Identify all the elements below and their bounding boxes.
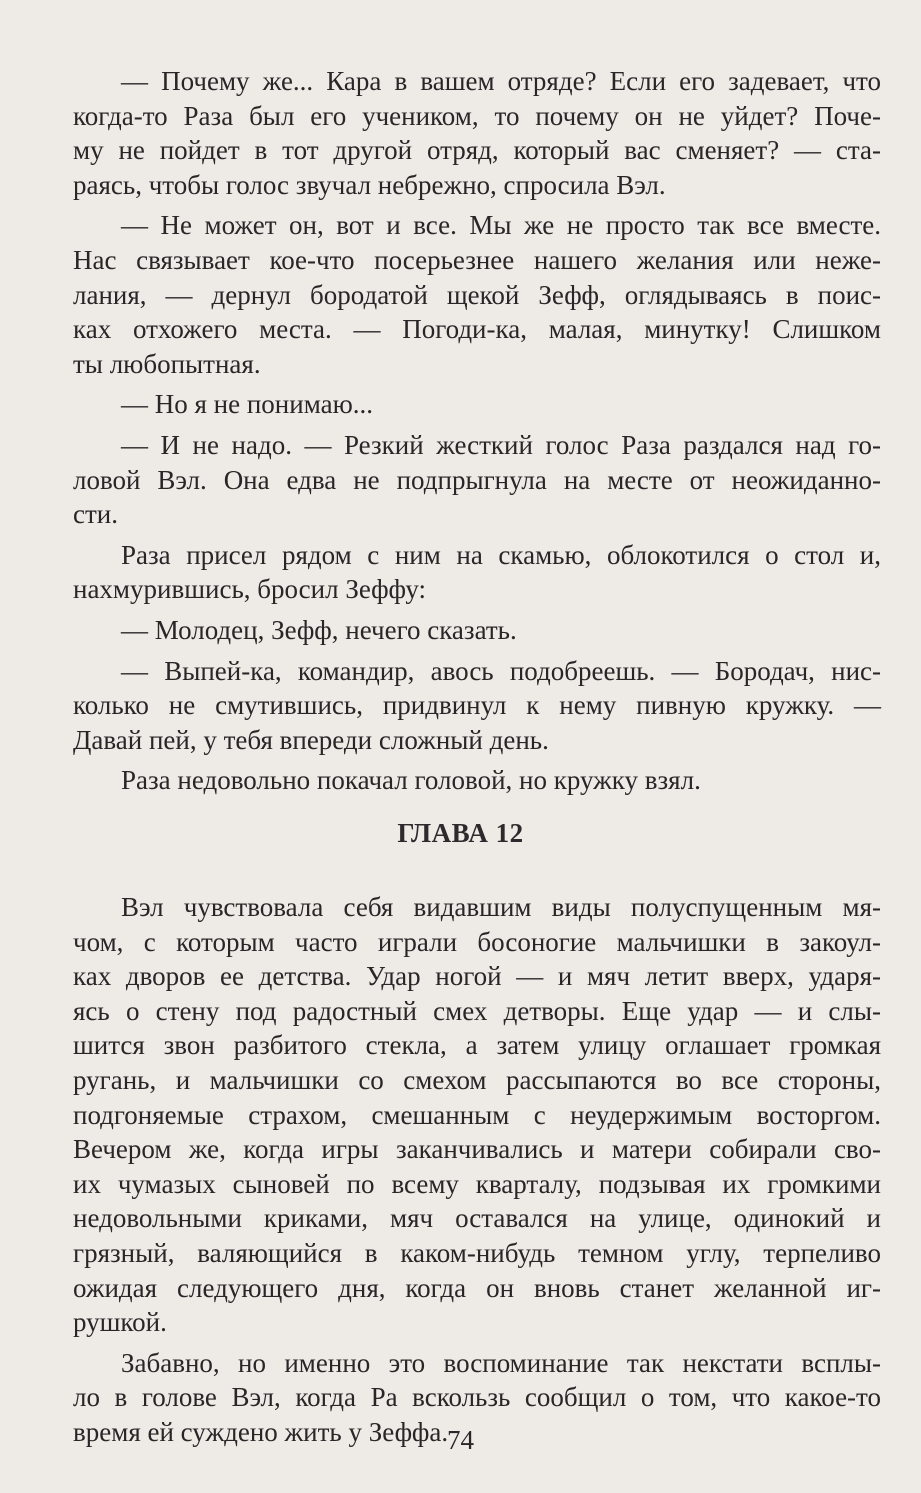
text-line: — Но я не понимаю...	[121, 389, 374, 420]
text-line: ловой Вэл. Она едва не подпрыгнула на месте от неожиданно-	[73, 464, 881, 495]
text-line: ты любопытная.	[73, 348, 261, 379]
text-line: ло в голове Вэл, когда Ра вскользь сообщил о том, что какое-то	[73, 1382, 881, 1413]
text-line: рушкой.	[73, 1307, 167, 1338]
chapter-title: ГЛАВА 12	[397, 818, 524, 848]
text-line: ках отхожего места. — Погоди-ка, малая, минутку! Слишком	[73, 314, 881, 345]
text-line: — Молодец, Зефф, нечего сказать.	[121, 614, 517, 645]
text-line: ругань, и мальчишки со смехом рассыпаются во все стороны,	[73, 1064, 881, 1095]
text-line: Забавно, но именно это воспоминание так некстати всплы-	[121, 1347, 881, 1378]
text-line: ожидая следующего дня, когда он вновь станет желанной иг-	[73, 1272, 881, 1303]
text-line: когда-то Раза был его учеником, то почему он не уйдет? Поче-	[73, 100, 881, 131]
text-line: — Не может он, вот и все. Мы же не просто так все вместе.	[121, 210, 881, 241]
text-line: сти.	[73, 499, 118, 530]
text-line: нахмурившись, бросил Зеффу:	[73, 574, 426, 605]
text-line: грязный, валяющийся в каком-нибудь темном углу, терпеливо	[73, 1237, 881, 1268]
text-line: лания, — дернул бородатой щекой Зефф, оглядываясь в поис-	[73, 279, 881, 310]
text-line: Раза присел рядом с ним на скамью, облокотился о стол и,	[121, 539, 881, 570]
text-line: раясь, чтобы голос звучал небрежно, спросила Вэл.	[73, 169, 666, 200]
text-block-before-chapter	[73, 64, 881, 798]
text-line: колько не смутившись, придвинул к нему пивную кружку. —	[73, 690, 881, 721]
text-line: ках дворов ее детства. Удар ногой — и мяч летит вверх, ударя-	[73, 961, 881, 992]
text-line: чом, с которым часто играли босоногие мальчишки в закоул-	[73, 926, 881, 957]
text-line: Вэл чувствовала себя видавшим виды полуспущенным мя-	[121, 892, 881, 922]
text-line: недовольными криками, мяч оставался на улице, одинокий и	[73, 1203, 881, 1234]
text-block-chapter	[73, 890, 881, 1450]
text-line: Давай пей, у тебя впереди сложный день.	[73, 724, 549, 755]
text-line: время ей суждено жить у Зеффа.	[73, 1416, 449, 1447]
text-line: — И не надо. — Резкий жесткий голос Раза раздался над го-	[121, 429, 881, 460]
text-line: ясь о стену под радостный смех детворы. Еще удар — и слы-	[73, 995, 881, 1026]
text-line: шится звон разбитого стекла, а затем улицу оглашает громкая	[73, 1030, 881, 1061]
text-line: подгоняемые страхом, смешанным с неудержимым восторгом.	[73, 1099, 881, 1130]
text-line: му не пойдет в тот другой отряд, который вас сменяет? — ста-	[73, 135, 881, 166]
text-line: Раза недовольно покачал головой, но кружку взял.	[121, 765, 701, 796]
text-line: — Выпей-ка, командир, авось подобреешь. — Бородач, нис-	[121, 655, 881, 686]
text-line: Вечером же, когда игры заканчивались и матери собирали сво-	[73, 1134, 881, 1165]
page-number: 74	[447, 1425, 474, 1455]
text-line: — Почему же... Кара в вашем отряде? Если его задевает, что	[121, 66, 881, 96]
text-line: Нас связывает кое-что посерьезнее нашего желания или неже-	[73, 244, 881, 275]
text-line: их чумазых сыновей по всему кварталу, подзывая их громкими	[73, 1168, 881, 1199]
